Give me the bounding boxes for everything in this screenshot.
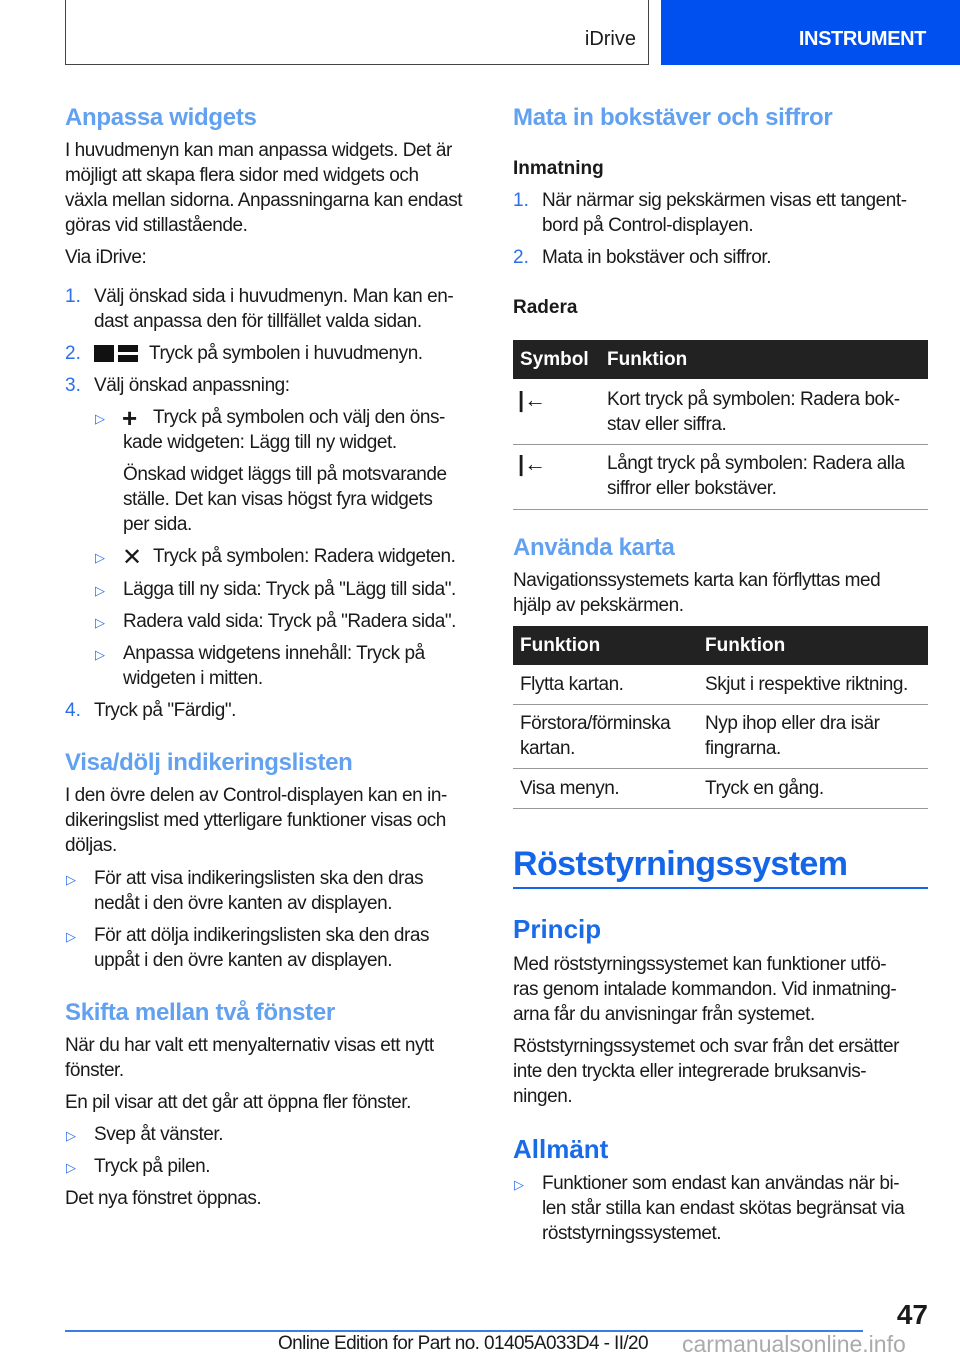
table-cell: Förstora/förminska kartan. — [520, 713, 671, 759]
row-divider — [513, 808, 928, 809]
widget-layout-icon — [94, 345, 138, 363]
bullet-triangle-icon: ▷ — [95, 550, 105, 565]
bullet-triangle-icon: ▷ — [66, 1128, 76, 1143]
close-icon: ✕ — [122, 544, 143, 571]
heading-anvanda-karta: Använda karta — [513, 534, 675, 561]
heading-princip: Princip — [513, 914, 602, 944]
table-cell: Visa menyn. — [520, 778, 620, 799]
footer-edition: Online Edition for Part no. 01405A033D4 - II/20 — [278, 1333, 648, 1354]
step-number: 3. — [65, 375, 81, 396]
page-number: 47 — [896, 1299, 928, 1330]
paragraph: I den övre delen av Control-displayen kan en in- dikeringslist med ytterligare funktioner visas och döljas. — [65, 785, 447, 856]
bullet-text: Svep åt vänster. — [94, 1124, 224, 1145]
bullet-triangle-icon: ▷ — [95, 615, 105, 630]
row-divider — [513, 704, 928, 705]
sub-item-text: Radera vald sida: Tryck på "Radera sida". — [123, 611, 456, 632]
bullet-triangle-icon: ▷ — [66, 929, 76, 944]
backspace-icon: |← — [518, 387, 547, 412]
step-text: Välj önskad anpassning: — [94, 375, 290, 396]
sub-item-text: Tryck på symbolen och välj den öns- kade widgeten: Lägg till ny widget. — [123, 407, 445, 453]
bullet-text: För att visa indikeringslisten ska den dras nedåt i den övre kanten av displayen. — [94, 868, 424, 914]
column-header-funktion: Funktion — [607, 349, 688, 370]
row-divider — [513, 444, 928, 445]
table-cell: Skjut i respektive riktning. — [705, 674, 908, 695]
subheading-radera: Radera — [513, 297, 578, 318]
sub-item-text: Anpassa widgetens innehåll: Tryck på widgeten i mitten. — [123, 643, 425, 689]
heading-skifta: Skifta mellan två fönster — [65, 999, 335, 1026]
column-header: Funktion — [520, 635, 601, 656]
bullet-triangle-icon: ▷ — [66, 1160, 76, 1175]
bullet-triangle-icon: ▷ — [514, 1177, 524, 1192]
bullet-text: För att dölja indikeringslisten ska den dras uppåt i den övre kanten av displayen. — [94, 925, 430, 971]
step-number: 4. — [65, 700, 81, 721]
sub-item-text: Lägga till ny sida: Tryck på "Lägg till sida". — [123, 579, 456, 600]
heading-mata-in: Mata in bokstäver och siffror — [513, 104, 833, 131]
table-cell: Flytta kartan. — [520, 674, 624, 695]
backspace-icon: |← — [518, 451, 547, 476]
paragraph: Via iDrive: — [65, 247, 147, 268]
table-cell: Tryck en gång. — [705, 778, 824, 799]
step-number: 2. — [513, 247, 529, 268]
heading-anpassa-widgets: Anpassa widgets — [65, 104, 257, 131]
row-divider — [513, 509, 928, 510]
subheading-inmatning: Inmatning — [513, 158, 604, 179]
column-header: Funktion — [705, 635, 786, 656]
step-number: 1. — [513, 190, 529, 211]
step-text: Mata in bokstäver och siffror. — [542, 247, 772, 268]
header-section-label: iDrive — [584, 28, 636, 50]
sub-item-text: Tryck på symbolen: Radera widgeten. — [153, 546, 456, 567]
bullet-triangle-icon: ▷ — [95, 647, 105, 662]
step-text: Tryck på "Färdig". — [94, 700, 236, 721]
plus-icon: + — [122, 403, 138, 433]
paragraph: När du har valt ett menyalternativ visas ett nytt fönster. — [65, 1035, 434, 1081]
paragraph: Det nya fönstret öppnas. — [65, 1188, 262, 1209]
paragraph: En pil visar att det går att öppna fler fönster. — [65, 1092, 411, 1113]
table-cell: Långt tryck på symbolen: Radera alla siffror eller bokstäver. — [607, 453, 905, 499]
chapter-title: Röststyrningssystem — [513, 845, 848, 883]
table-cell: Kort tryck på symbolen: Radera bok- stav eller siffra. — [607, 389, 900, 435]
paragraph: Med röststyrningssystemet kan funktioner utfö- ras genom intalade kommandon. Vid inmatning- arna får du anvisningar från systemet. — [513, 954, 897, 1025]
table-cell: Nyp ihop eller dra isär fingrarna. — [705, 713, 880, 759]
bullet-triangle-icon: ▷ — [95, 583, 105, 598]
heading-allmant: Allmänt — [513, 1134, 609, 1164]
bullet-text: Funktioner som endast kan användas när bi- len står stilla kan endast skötas begränsat via röststyrningssystemet. — [542, 1173, 905, 1244]
watermark: carmanualsonline.info — [682, 1331, 906, 1357]
column-header-symbol: Symbol — [520, 349, 589, 370]
row-divider — [513, 768, 928, 769]
bullet-text: Tryck på pilen. — [94, 1156, 211, 1177]
step-number: 2. — [65, 343, 81, 364]
paragraph: Navigationssystemets karta kan förflyttas med hjälp av pekskärmen. — [513, 570, 881, 616]
step-text: Tryck på symbolen i huvudmenyn. — [149, 343, 423, 364]
header-tab-label: INSTRUMENT — [798, 28, 926, 50]
sub-item-note: Önskad widget läggs till på motsvarande ställe. Det kan visas högst fyra widgets per sida. — [123, 464, 447, 535]
chapter-underline — [513, 887, 928, 889]
step-number: 1. — [65, 286, 81, 307]
paragraph: Röststyrningssystemet och svar från det ersätter inte den tryckta eller integrerade bruksanvis- ningen. — [513, 1036, 900, 1107]
step-text: Välj önskad sida i huvudmenyn. Man kan en- dast anpassa den för tillfället valda sidan. — [94, 286, 454, 332]
bullet-triangle-icon: ▷ — [66, 872, 76, 887]
step-text: När närmar sig pekskärmen visas ett tangent- bord på Control-displayen. — [542, 190, 907, 236]
heading-visa-dolj: Visa/dölj indikeringslisten — [65, 749, 353, 776]
bullet-triangle-icon: ▷ — [95, 411, 105, 426]
paragraph: I huvudmenyn kan man anpassa widgets. Det är möjligt att skapa flera sidor med widgets och växla mellan sidorna. Anpassningarna kan endast göras vid stillastående. — [65, 140, 463, 236]
